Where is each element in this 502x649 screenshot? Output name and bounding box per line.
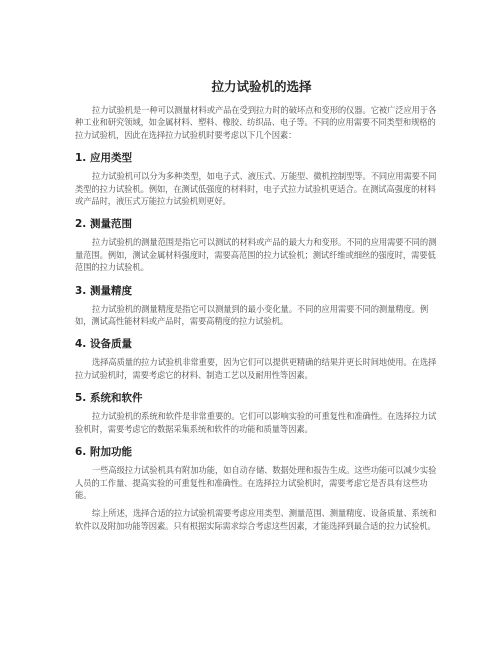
section-heading-system-software: 5. 系统和软件 [75,392,143,405]
section-body-system-software: 拉力试验机的系统和软件是非常重要的。它们可以影响实验的可重复性和准确性。在选择拉力试验机时，需要考虑它的数据采集系统和软件的功能和质量等因素。 [75,411,437,434]
section-body-measurement-accuracy: 拉力试验机的测量精度是指它可以测量到的最小变化量。不同的应用需要不同的测量精度。例如，测试高性能材料或产品时，需要高精度的拉力试验机。 [75,303,429,327]
section-heading-equipment-quality: 4. 设备质量 [75,338,132,351]
section-body-equipment-quality: 选择高质量的拉力试验机非常重要，因为它们可以提供更精确的结果并更长时间地使用。在选择拉力试验机时，需要考虑它的材料、制造工艺以及耐用性等因素。 [75,357,437,380]
intro-paragraph: 拉力试验机是一种可以测量材料或产品在受到拉力时的破坏点和变形的仪器。它被广泛应用于各种工业和研究领域，如金属材料、塑料、橡胶、纺织品、电子等。不同的应用需要不同类型和规格的拉力试验机，因此在选择拉力试验机时要考虑以下几个因素： [75,105,437,140]
section-heading-measurement-accuracy: 3. 测量精度 [75,284,132,297]
section-body-measurement-range: 拉力试验机的测量范围是指它可以测试的材料或产品的最大力和变形。不同的应用需要不同的测量范围。例如，测试金属材料强度时，需要高范围的拉力试验机；测试纤维或细丝的强度时，需要低范围的拉力试验机。 [75,237,437,273]
document-title: 拉力试验机的选择 [211,79,312,94]
section-heading-additional-features: 6. 附加功能 [75,446,132,459]
conclusion-paragraph: 综上所述，选择合适的拉力试验机需要考虑应用类型、测量范围、测量精度、设备质量、系统和软件以及附加功能等因素。只有根据实际需求综合考虑这些因素，才能选择到最合适的拉力试验机。 [75,508,437,531]
section-body-additional-features: 一些高级拉力试验机具有附加功能，如自动存储、数据处理和报告生成。这些功能可以减少实验人员的工作量、提高实验的可重复性和准确性。在选择拉力试验机时，需要考虑它是否具有这些功能。 [75,465,437,500]
section-body-application-type: 拉力试验机可以分为多种类型，如电子式、液压式、万能型、微机控制型等。不同应用需要不同类型的拉力试验机。例如，在测试低强度的材料时，电子式拉力试验机更适合。在测试高强度的材料或产品时，液压式万能拉力试验机则更好。 [75,171,437,207]
section-heading-measurement-range: 2. 测量范围 [75,218,132,231]
section-heading-application-type: 1. 应用类型 [75,152,132,165]
